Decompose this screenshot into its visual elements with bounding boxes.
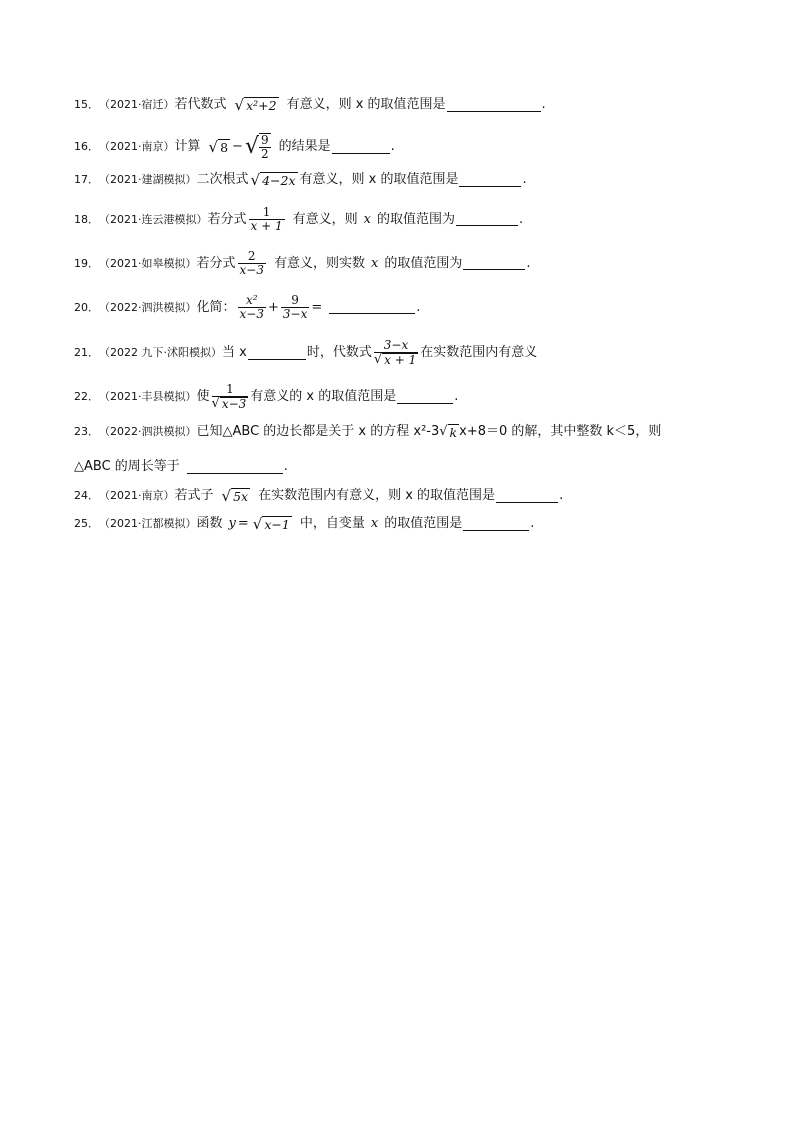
period: . xyxy=(541,97,546,112)
question-source: （2021·宿迁） xyxy=(99,98,175,111)
period: . xyxy=(283,459,288,474)
question-source: （2022·泗洪模拟） xyxy=(99,425,197,438)
question-source: （2021·建湖模拟） xyxy=(99,173,197,186)
question-source: （2021·如皋模拟） xyxy=(99,256,197,270)
question-text: 中，自变量 xyxy=(299,516,365,531)
question-text: 已知△ABC 的边长都是关于 x 的方程 x²-3 xyxy=(196,424,440,439)
plus-sign: + xyxy=(267,299,279,315)
question-source: （2021·丰县模拟） xyxy=(99,390,197,403)
answer-blank[interactable] xyxy=(187,461,283,474)
question-17 xyxy=(74,172,527,188)
question-22 xyxy=(74,383,458,411)
answer-blank[interactable] xyxy=(332,141,390,154)
question-text: 有意义，则 xyxy=(292,211,358,227)
variable-x: x xyxy=(363,211,371,227)
question-21 xyxy=(74,339,537,367)
question-number: 18． xyxy=(74,212,99,226)
period: . xyxy=(559,488,564,503)
question-number: 15． xyxy=(74,98,99,111)
question-23-line2 xyxy=(74,459,288,475)
question-text: 当 x xyxy=(222,345,247,360)
question-text: 的取值范围是 xyxy=(384,516,463,531)
question-text: 在实数范围内有意义 xyxy=(420,345,538,360)
question-number: 25． xyxy=(74,517,99,530)
fraction: 3−x √ x + 1 xyxy=(373,338,417,367)
question-text: 有意义，则 x 的取值范围是 xyxy=(286,97,446,112)
fraction: 1 √ x−3 xyxy=(211,382,247,411)
question-number: 24． xyxy=(74,489,99,502)
period: . xyxy=(454,389,459,404)
period: . xyxy=(522,172,527,187)
sqrt-expression: √ 5x xyxy=(221,487,249,505)
variable-x: x xyxy=(371,255,379,271)
sqrt-expression: √ x−1 xyxy=(252,515,290,533)
question-number: 21． xyxy=(74,346,99,359)
fraction: $\frac{2}{x-3}$ xyxy=(239,249,264,277)
question-text: 有意义，则实数 xyxy=(273,255,365,271)
question-source: （2021·南京） xyxy=(99,140,175,153)
question-text: 计算 xyxy=(174,139,201,154)
question-text: x+8＝0 的解，其中整数 k＜5，则 xyxy=(459,424,662,439)
question-15 xyxy=(74,97,546,113)
question-16 xyxy=(74,133,395,161)
question-text: 时，代数式 xyxy=(306,345,372,360)
equals-sign: = xyxy=(237,516,249,531)
question-number: 19． xyxy=(74,256,99,270)
question-number: 16． xyxy=(74,140,99,153)
question-text: 若代数式 xyxy=(174,97,227,112)
period: . xyxy=(390,139,395,154)
question-text: △ABC 的周长等于 xyxy=(74,459,180,474)
question-text: 若分式 xyxy=(196,255,236,271)
fraction: $\frac{\text{x²}}{x-3}$ xyxy=(239,293,264,321)
question-source: （2021·江都模拟） xyxy=(99,517,197,530)
question-23 xyxy=(74,424,661,440)
question-text: 的结果是 xyxy=(278,139,331,154)
equals-sign: = xyxy=(311,299,323,315)
question-18 xyxy=(74,206,523,233)
question-source: （2021·连云港模拟） xyxy=(99,212,208,226)
sqrt-expression: √ 8 xyxy=(208,138,229,156)
question-text: 有意义的 x 的取值范围是 xyxy=(250,389,397,404)
variable-y: y xyxy=(228,516,236,531)
question-number: 20． xyxy=(74,300,99,314)
sqrt-expression: √ x²+2 xyxy=(234,96,277,114)
sqrt-expression: √ 4−2x xyxy=(250,171,296,189)
sqrt-fraction: √ $\frac{9}{2}$ xyxy=(244,133,269,161)
question-source: （2022 九下·沭阳模拟） xyxy=(99,346,222,359)
question-text: 在实数范围内有意义，则 x 的取值范围是 xyxy=(258,488,496,503)
question-number: 17． xyxy=(74,173,99,186)
question-text: 有意义，则 x 的取值范围是 xyxy=(299,172,459,187)
period: . xyxy=(416,299,421,315)
answer-blank[interactable] xyxy=(248,347,306,360)
question-text: 若分式 xyxy=(207,211,247,227)
question-20 xyxy=(74,294,420,321)
fraction: $\frac{1}{x + 1}$ xyxy=(250,205,283,233)
answer-blank[interactable] xyxy=(456,213,518,226)
question-text: 函数 xyxy=(196,516,223,531)
answer-blank[interactable] xyxy=(463,518,529,531)
question-text: 的取值范围为 xyxy=(376,211,455,227)
answer-blank[interactable] xyxy=(459,174,521,187)
period: . xyxy=(526,255,531,271)
question-25 xyxy=(74,516,534,532)
answer-blank[interactable] xyxy=(397,391,453,404)
question-source: （2021·南京） xyxy=(99,489,175,502)
question-number: 22． xyxy=(74,390,99,403)
answer-blank[interactable] xyxy=(447,99,541,112)
sqrt-expression: √ k xyxy=(439,424,458,440)
question-24 xyxy=(74,488,563,504)
variable-x: x xyxy=(370,516,379,531)
period: . xyxy=(530,516,535,531)
question-text: 若式子 xyxy=(174,488,214,503)
question-source: （2022·泗洪模拟） xyxy=(99,300,197,314)
period: . xyxy=(518,211,524,227)
question-text: 使 xyxy=(196,389,210,404)
question-text: 的取值范围为 xyxy=(384,255,463,271)
question-19 xyxy=(74,250,531,277)
fraction: $\frac{9}{3-x}$ xyxy=(282,293,308,321)
answer-blank[interactable] xyxy=(496,490,558,503)
question-text: 化简： xyxy=(196,299,236,315)
question-text: 二次根式 xyxy=(196,172,249,187)
question-number: 23． xyxy=(74,425,99,438)
answer-blank[interactable] xyxy=(329,301,415,314)
answer-blank[interactable] xyxy=(463,257,525,270)
minus-sign: − xyxy=(232,139,243,154)
